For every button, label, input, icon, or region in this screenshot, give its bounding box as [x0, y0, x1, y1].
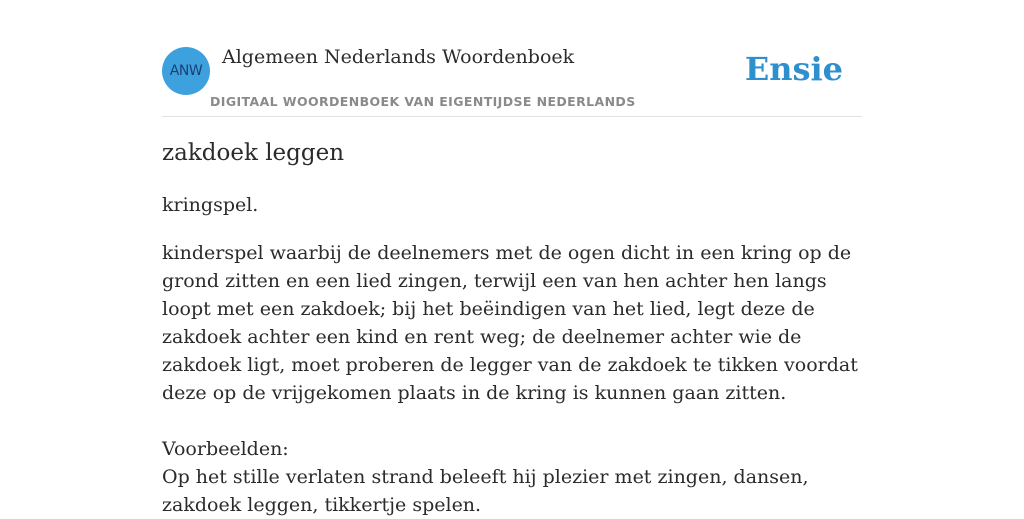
- anw-logo[interactable]: [162, 47, 210, 95]
- entry-definition: kinderspel waarbij de deelnemers met de ogen dicht in een kring op de grond zitten en een lied zingen, terwijl een van hen achter hen langs loopt met een zakdoek; bij het beëindigen van het lied, legt deze de zakdoek achter een kind en rent weg; de deelnemer achter wie de zakdoek ligt, moet proberen de legger van de zakdoek te tikken voordat deze op de vrijgekomen plaats in de kring is kunnen gaan zitten.: [162, 242, 858, 404]
- example-sentence: Op het stille verlaten strand beleeft hij plezier met zingen, dansen, zakdoek leggen, tikkertje spelen.: [162, 466, 809, 516]
- ensie-brand-link[interactable]: Ensie: [744, 50, 843, 88]
- dictionary-subtitle: DIGITAAL WOORDENBOEK VAN EIGENTIJDSE NEDERLANDS: [210, 94, 636, 109]
- entry-category: kringspel.: [162, 194, 259, 216]
- dictionary-title[interactable]: Algemeen Nederlands Woordenboek: [222, 46, 575, 68]
- entry-term: zakdoek leggen: [162, 140, 345, 166]
- page-container: [162, 0, 862, 516]
- logo-text: ANW: [169, 63, 203, 79]
- site-header: [162, 0, 862, 117]
- examples-heading: Voorbeelden:: [162, 438, 289, 460]
